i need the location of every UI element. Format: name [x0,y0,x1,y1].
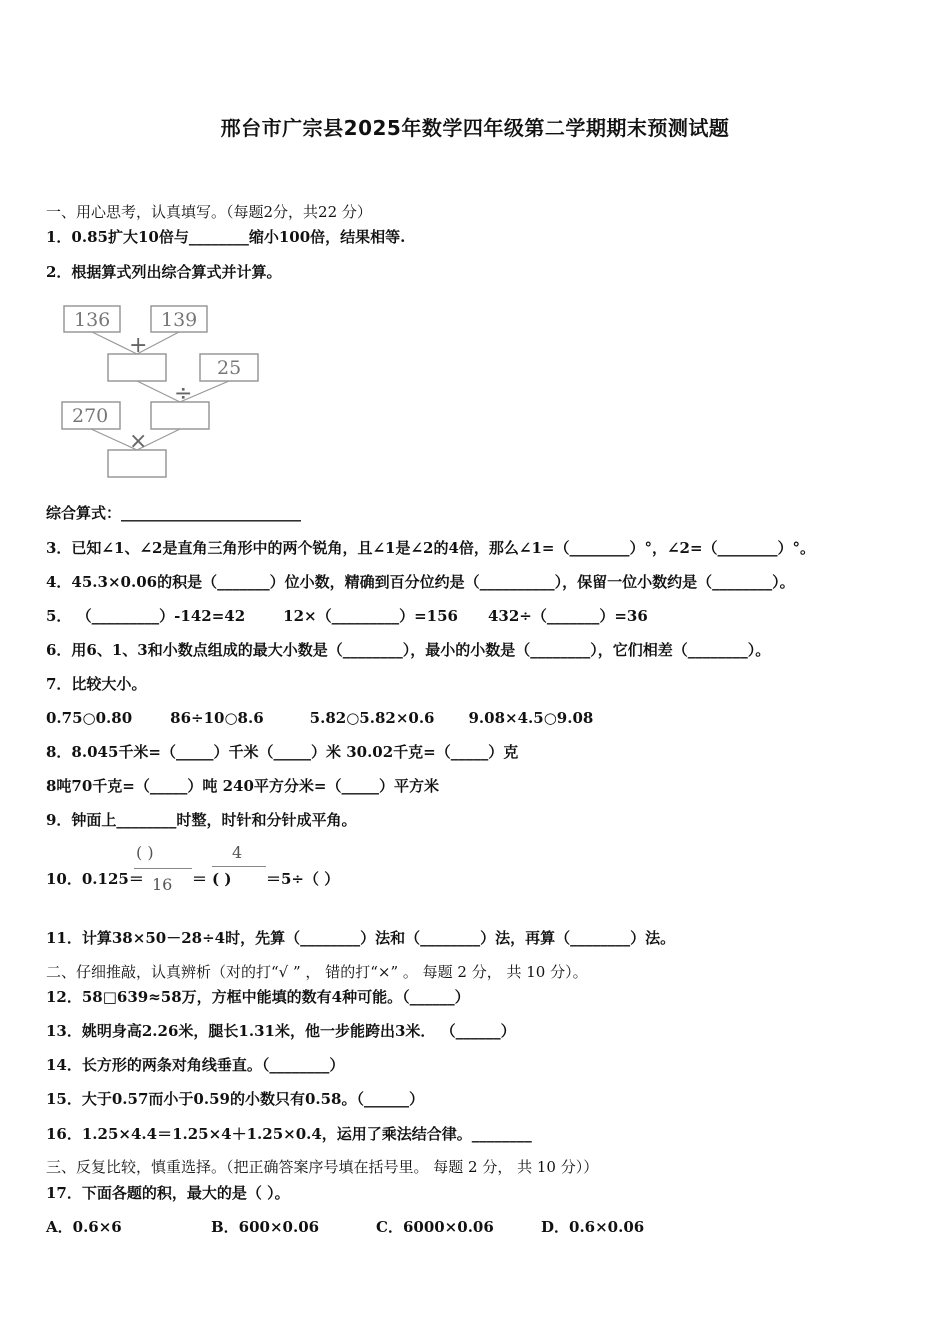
box-product-blank [108,450,166,477]
q10-fraction2-denominator: ( ) [212,870,232,888]
question-17: 17．下面各题的积，最大的是（ ）。 [46,1184,290,1202]
q7-item-b: 86÷10○8.6 [170,709,264,727]
q17-option-c: C．6000×0.06 [376,1218,494,1236]
question-3: 3．已知∠1、∠2是直角三角形中的两个锐角，且∠1是∠2的4倍，那么∠1=（________）°，∠2=（________）°。 [46,539,816,557]
q17-option-a: A．0.6×6 [46,1218,122,1236]
question-15: 15．大于0.57而小于0.59的小数只有0.58。（______） [46,1090,424,1108]
q10-fraction1-numerator: ( ) [136,843,154,862]
divide-operator: ÷ [174,381,193,406]
q7-item-a: 0.75○0.80 [46,709,133,727]
section2-header: 二、仔细推敲，认真辨析（对的打“√ ” ， 错的打“×” 。 每题 2 分， 共 10 分）。 [46,963,588,981]
label-139: 139 [161,309,198,331]
q7-item-d: 9.08×4.5○9.08 [468,709,594,727]
question-5 [46,606,648,626]
question-7: 7．比较大小。 [46,675,147,693]
question-17-options [46,1217,644,1237]
q17-option-b: B．600×0.06 [211,1218,320,1236]
label-270: 270 [72,405,109,427]
q10-equals: ＝ [192,870,208,888]
q7-item-c: 5.82○5.82×0.6 [309,709,435,727]
question-7-items [46,708,593,728]
q17-option-d: D．0.6×0.06 [541,1218,645,1236]
times-operator: × [129,429,148,454]
question-16: 16．1.25×4.4＝1.25×4＋1.25×0.4，运用了乘法结合律。________ [46,1125,532,1143]
question-12: 12．58□639≈58万，方框中能填的数有4种可能。（______） [46,988,470,1006]
question-11: 11．计算38×50－28÷4时，先算（________）法和（________）法，再算（________）法。 [46,929,676,947]
q5-part-b: 12×（_________）=156 [283,607,458,625]
q10-fraction1-bar [134,868,192,869]
combined-formula-label: 综合算式：________________________ [46,504,302,522]
question-6: 6．用6、1、3和小数点组成的最大小数是（________），最小的小数是（________），它们相差（________）。 [46,641,771,659]
calculation-flow-diagram [58,300,268,485]
label-136: 136 [74,309,111,331]
q10-fraction1-denominator: 16 [152,875,173,894]
label-25: 25 [217,357,242,379]
question-8a: 8．8.045千米=（_____）千米（_____）米 30.02千克=（_____）克 [46,743,519,761]
question-13: 13．姚明身高2.26米，腿长1.31米，他一步能跨出3米． （______） [46,1022,516,1040]
q10-suffix: ＝5÷（ ） [266,870,340,888]
page-title: 邢台市广宗县2025年数学四年级第二学期期末预测试题 [220,116,730,140]
question-14: 14．长方形的两条对角线垂直。（________） [46,1056,345,1074]
section1-header: 一、用心思考，认真填写。（每题2分，共22 分） [46,203,372,221]
box-quotient-blank [151,402,209,429]
box-sum-blank [108,354,166,381]
q5-part-a: 5． （_________）-142=42 [46,607,246,625]
question-8b: 8吨70千克=（_____）吨 240平方分米=（_____）平方米 [46,777,439,795]
plus-operator: + [129,333,148,358]
question-2: 2．根据算式列出综合算式并计算。 [46,263,282,281]
question-9: 9．钟面上________时整，时针和分针成平角。 [46,811,357,829]
question-4: 4．45.3×0.06的积是（_______）位小数，精确到百分位约是（__________），保留一位小数约是（________）。 [46,573,795,591]
question-10-prefix: 10．0.125＝ [46,870,144,888]
q5-part-c: 432÷（_______）=36 [487,607,648,625]
q10-fraction2-numerator: 4 [232,843,243,862]
q10-fraction2-bar [212,866,266,867]
section3-header: 三、反复比较，慎重选择。（把正确答案序号填在括号里。 每题 2 分， 共 10 分）） [46,1158,599,1176]
question-1: 1．0.85扩大10倍与________缩小100倍，结果相等. [46,228,406,246]
